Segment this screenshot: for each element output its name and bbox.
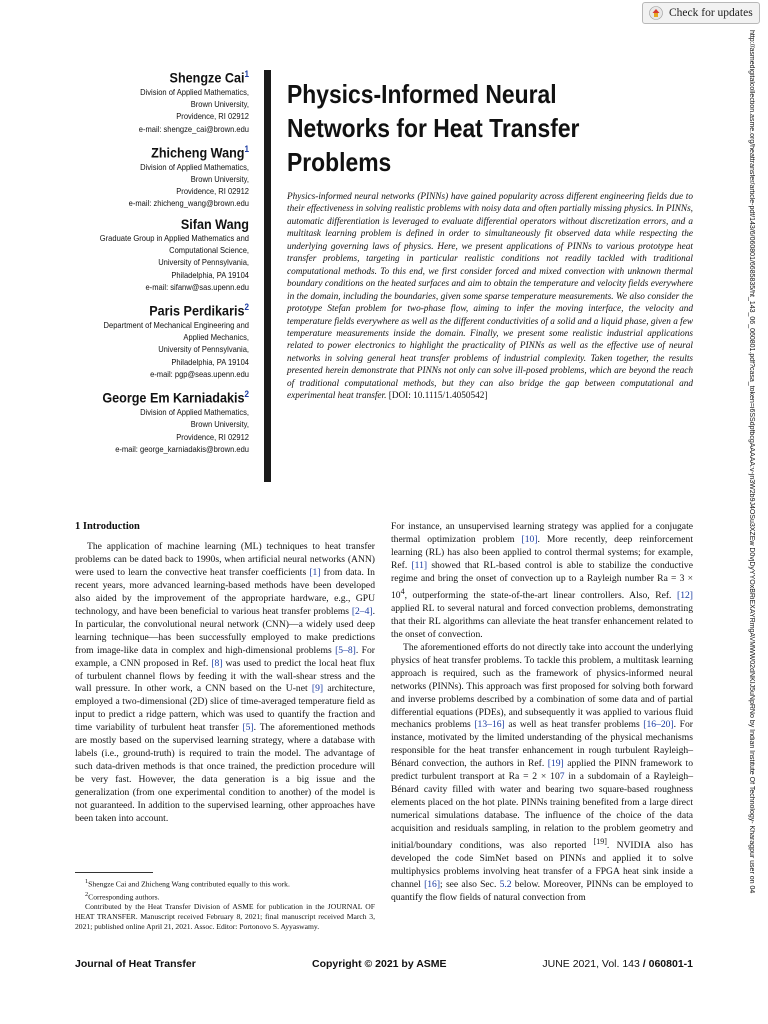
affiliation-line: Department of Mechanical Engineering and	[103, 319, 249, 330]
citation-link[interactable]: [2–4]	[351, 605, 373, 617]
body-column-left	[75, 541, 375, 826]
affiliation-line: Division of Applied Mathematics,	[140, 86, 249, 97]
citation-link[interactable]: [1]	[309, 566, 321, 578]
footnote	[75, 890, 375, 903]
paragraph	[391, 521, 693, 642]
footer-copyright: Copyright © 2021 by ASME	[312, 958, 447, 970]
citation-link[interactable]: 7	[559, 771, 565, 783]
text-run: below. Moreover, PINNs can be employed to quantify the flow fields of natural convection from	[391, 879, 693, 904]
title-line: Networks for Heat Transfer	[287, 113, 580, 143]
paragraph	[391, 642, 693, 905]
affiliation-line: Division of Applied Mathematics,	[140, 161, 249, 172]
affiliation-line: Brown University,	[190, 173, 249, 184]
citation-link[interactable]: [10]	[521, 533, 538, 545]
footnote	[75, 877, 375, 890]
issue-label: JUNE 2021, Vol. 143	[542, 958, 640, 970]
text-run: . More recently, deep reinforcement learning (RL) has also been applied to control thermal systems; for example, Ref.	[391, 533, 693, 571]
affiliation-line: Philadelphia, PA 19104	[171, 356, 249, 367]
author-name: Zhicheng Wang$^1$	[151, 143, 249, 161]
text-run: . For example, a CNN proposed in Ref.	[75, 644, 376, 669]
text-run: architecture, employed a two-dimensional (2D) slice of time-averaged temperature field as input to predict a ridge pattern, which was used to quantify the fraction and time variability of turbulent heat transfer	[75, 683, 375, 734]
text-run: . For instance, motivated by the limited understanding of the physical mechanisms responsible for the heat transfer enhancement in rough turbulent Rayleigh–Bénard convection, the authors in Ref.	[391, 719, 693, 770]
text-run: was used to predict the local heat flux of turbulent channel flows by feeding it with the wall-shear stress and the wall pressure. In other work, a CNN based on the U-net	[75, 657, 375, 695]
citation-link[interactable]: [12]	[677, 589, 693, 601]
section-heading: 1 Introduction	[75, 521, 140, 532]
text-run: , outperforming the state-of-the-art linear controllers. Also, Ref.	[404, 589, 678, 601]
affiliation-line: Philadelphia, PA 19104	[171, 269, 249, 280]
affiliation-line: Applied Mechanics,	[183, 332, 249, 343]
paragraph	[75, 541, 375, 826]
affiliation-line: Providence, RI 02912	[176, 186, 249, 197]
footnote-rule	[75, 872, 153, 873]
exponent: [19]	[593, 837, 607, 847]
author-name: George Em Karniadakis$^2$	[102, 389, 249, 406]
doi[interactable]: [DOI: 10.1115/1.4050542]	[388, 391, 488, 402]
affiliation-line: Providence, RI 02912	[176, 111, 249, 122]
author-block	[0, 386, 249, 455]
footnote-text: Shengze Cai and Zhicheng Wang contributed equally to this work.	[88, 879, 290, 889]
check-updates-label: Check for updates	[669, 7, 753, 19]
text-run: . NVIDIA also has developed the code SimNet based on PINNs and applied it to solve multiphysics problems involving heat transfer of a FPGA heat sink inside a channel	[391, 840, 693, 891]
author-name: Shengze Cai$^1$	[169, 69, 249, 86]
affiliation-line: Division of Applied Mathematics,	[140, 406, 249, 417]
author-name: Sifan Wang	[180, 215, 249, 232]
author-block	[0, 216, 249, 293]
citation-link[interactable]: [16]	[424, 879, 441, 891]
author-email[interactable]: e-mail: george_karniadakis@brown.edu	[115, 443, 249, 454]
paper-title	[287, 77, 657, 179]
text-run: in a subdomain of a Rayleigh–Bénard cavity filled with water and bearing two square-based roughness elements placed on the hot plate. PINNs training benefited from a large direct numerical simulations database. The influence of the choice of the data acquisition and residuals sampling, in relation to the problem geometry and initial/boundary conditions, was also reported	[391, 771, 693, 852]
author-footnote-mark[interactable]: 2	[244, 389, 249, 400]
text-run: applied the PINN framework to predict turbulent transport at Ra = 2 × 10	[391, 758, 693, 783]
citation-link[interactable]: [11]	[411, 559, 428, 571]
affiliation-line: University of Pennsylvania,	[158, 344, 249, 355]
author-list	[0, 66, 249, 461]
author-email[interactable]: e-mail: shengze_cai@brown.edu	[138, 123, 249, 134]
crossmark-icon	[649, 6, 663, 20]
title-line: Problems	[287, 147, 392, 177]
exponent: 4	[400, 586, 405, 596]
citation-link[interactable]: [16–20]	[643, 719, 674, 731]
author-footnote-mark[interactable]: 1	[244, 69, 249, 79]
download-watermark: http://asmedigitalcollection.asme.org/heattransfer/article-pdf/143/6/060801/6685835/ht_143_06_060801.pdf?casa_token=i6SSdpfbcgAAAAA:v-jn3W2b9J4OSu3XZEw D0vjDyYYOxBRiEXAYRmgAVMWW02dNKIJ5uNpRNo by Indian Institute Of Technology- Kharagpur user on 04	[748, 30, 755, 894]
citation-link[interactable]: [5]	[242, 722, 254, 734]
footnote-mark: 2	[85, 890, 89, 898]
check-for-updates-button[interactable]	[642, 2, 760, 24]
title-line: Physics-Informed Neural	[287, 79, 557, 109]
abstract-text: Physics-informed neural networks (PINNs) have gained popularity across different engineering fields due to their effectiveness in solving realistic problems with noisy data and often partially missing physics. In PINNs, automatic differentiation is leveraged to evaluate differential operators without discretization errors, and a multitask learning problem is defined in order to simultaneously fit observed data while respecting the underlying governing laws of physics. Here, we present applications of PINNs to various prototype heat transfer problems, targeting in particular realistic conditions not readily tackled with traditional computational methods. To this end, we first consider forced and mixed convection with unknown thermal boundary conditions on the heated surfaces and aim to obtain the temperature and velocity fields everywhere in the domain, including the boundaries, given some sparse temperature measurements. We also consider the prototype Stefan problem for two-phase flow, aiming to infer the moving interface, the velocity and temperature fields everywhere as well as the different conductivities of a solid and a liquid phase, given a few temperature measurements inside the domain. Finally, we present some realistic industrial applications related to power electronics to highlight the practicality of PINNs as well as the effective use of neural networks in solving general heat transfer problems of industrial complexity. Taken together, the results presented herein demonstrate that PINNs not only can solve ill-posed problems, which are beyond the reach of traditional computational methods, but they can also bridge the gap between computational and experimental heat transfer.	[287, 192, 693, 402]
text-run: The application of machine learning (ML) techniques to heat transfer problems can be dated back to 1990s, when artificial neural networks (ANN) were used to learn the convective heat transfer coefficients	[75, 541, 375, 578]
affiliation-line: Providence, RI 02912	[176, 431, 249, 442]
footnote	[75, 902, 375, 932]
author-footnote-mark[interactable]: 2	[244, 302, 249, 313]
citation-link[interactable]: [13–16]	[474, 719, 505, 731]
text-run: For instance, an unsupervised learning strategy was applied for a conjugate thermal optimization problem	[391, 521, 693, 545]
author-email[interactable]: e-mail: pgp@seas.upenn.edu	[150, 369, 249, 380]
citation-link[interactable]: [9]	[311, 683, 324, 695]
affiliation-line: Graduate Group in Applied Mathematics and	[99, 232, 249, 243]
footnote-text: Contributed by the Heat Transfer Division of ASME for publication in the JOURNAL OF HEAT TRANSFER. Manuscript received February 8, 2021; final manuscript received March 3, 2021; published online April 21, 2021. Assoc. Editor: Portonovo S. Ayyaswamy.	[75, 902, 375, 932]
footnote-text: Corresponding authors.	[88, 892, 160, 902]
text-run: as well as heat transfer problems	[504, 719, 644, 731]
affiliation-line: Brown University,	[190, 98, 249, 109]
text-run: The aforementioned efforts do not directly take into account the underlying physics of heat transfer problems. To tackle this problem, a multitask learning approach is required, such as the framework of physics-informed neural networks (PINNs). This approach was first proposed for solving both forward and inverse problems described by a combination of some data and of partial differential equations (PDEs), and subsequently it was applied to various fluid mechanics problems	[391, 641, 693, 731]
citation-link[interactable]: [8]	[211, 657, 223, 669]
author-block	[0, 299, 249, 380]
footer-issue	[525, 958, 693, 970]
citation-link[interactable]: [5–8]	[335, 644, 356, 656]
text-run: from data. In recent years, more advanced learning-based methods have been developed also aided by the improvement of the appropriate hardware, e.g., GPU technology, and have been beneficial to various heat transfer problems	[75, 566, 375, 617]
citation-link[interactable]: 5.2	[499, 879, 512, 891]
text-run: showed that RL-based control is able to stabilize the conductive regime and bring the onset of convection up to a Rayleigh number Ra = 3 × 10	[391, 559, 693, 601]
affiliation-line: Brown University,	[190, 419, 249, 430]
text-run: applied RL to several natural and forced convection problems, demonstrating that their RL algorithms can alleviate the heat transfer enhancement related to the onset of convection.	[391, 602, 693, 640]
body-column-right	[391, 521, 693, 905]
footer-journal: Journal of Heat Transfer	[75, 958, 196, 970]
article-number: 060801-1	[648, 958, 693, 970]
author-email[interactable]: e-mail: zhicheng_wang@brown.edu	[128, 198, 249, 209]
text-run: ; see also Sec.	[440, 879, 500, 891]
issue-separator: /	[639, 958, 649, 970]
affiliation-line: University of Pennsylvania,	[158, 257, 249, 268]
title-divider	[264, 70, 271, 482]
text-run: . The aforementioned methods are mostly based on the supervised learning strategy, where a database with labels (i.e., ground-truth) is required to train the model. The advantage of such data-driven methods is that once trained, the prediction procedure will be very fast. However, the data generation is a big issue and the generalization (from one experimental condition to another) of the model is not guaranteed. In addition to the supervised learning, other approaches have been taken into account.	[75, 722, 375, 825]
author-name: Paris Perdikaris$^2$	[149, 302, 249, 319]
author-email[interactable]: e-mail: sifanw@sas.upenn.edu	[145, 281, 249, 292]
text-run: . In particular, the convolutional neural network (CNN)—a widely used deep learning technique—has been successfully employed to make predictions from image-like data in complex and high-dimensional problems	[75, 605, 375, 656]
author-block	[0, 66, 249, 135]
affiliation-line: Computational Science,	[169, 244, 249, 255]
author-footnote-mark[interactable]: 1	[244, 143, 249, 154]
abstract	[287, 191, 693, 403]
author-block	[0, 141, 249, 210]
footnotes	[75, 877, 375, 932]
footnote-mark: 1	[85, 878, 89, 885]
citation-link[interactable]: [19]	[547, 758, 564, 770]
